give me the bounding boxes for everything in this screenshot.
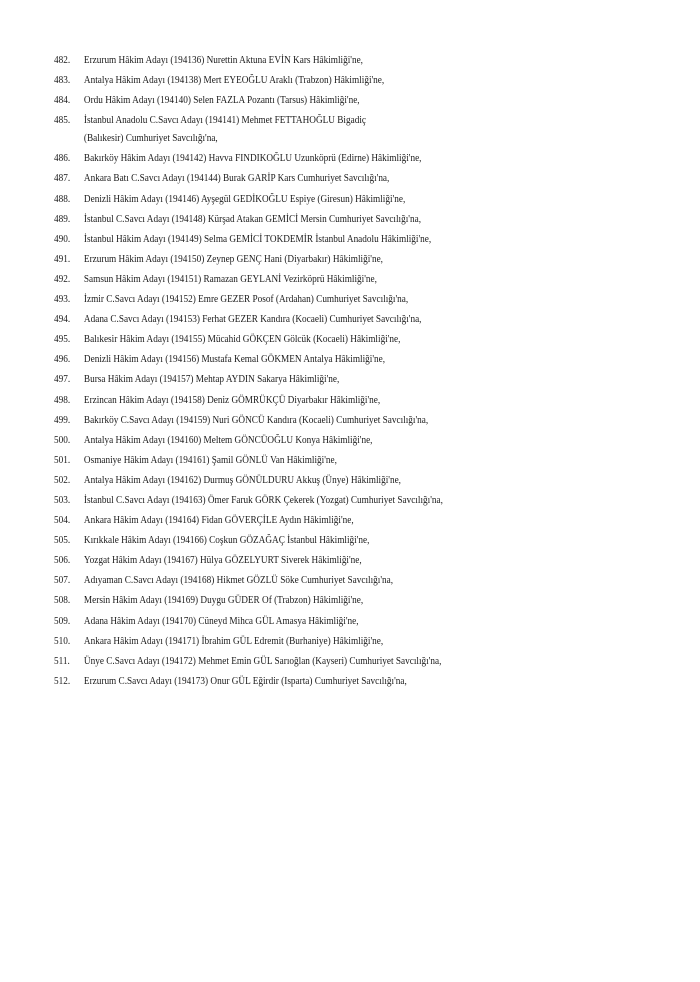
item-text: İstanbul Anadolu C.Savcı Adayı (194141) Mehmet FETTAHOĞLU Bigadiç (Balıkesir) Cumhuriyet Savcılığı'na,: [83, 115, 367, 145]
item-number: 506.: [54, 555, 71, 567]
item-number: 486.: [54, 153, 71, 165]
item-text: İstanbul C.Savcı Adayı (194163) Ömer Faruk GÖRK Çekerek (Yozgat) Cumhuriyet Savcılığı'na,: [83, 494, 443, 506]
item-number: 488.: [54, 193, 71, 205]
list-item: [54, 673, 582, 691]
item-number: 494.: [54, 314, 71, 326]
item-number: 498.: [54, 394, 71, 406]
appointment-list: [54, 52, 654, 693]
item-number: 493.: [54, 294, 71, 306]
item-text: Samsun Hâkim Adayı (194151) Ramazan GEYLANİ Vezirköprü Hâkimliği'ne,: [83, 273, 377, 285]
list-item: [54, 371, 582, 389]
list-item: [54, 231, 582, 249]
item-text: Ordu Hâkim Adayı (194140) Selen FAZLA Pozantı (Tarsus) Hâkimliği'ne,: [83, 95, 360, 107]
item-text: Yozgat Hâkim Adayı (194167) Hülya GÖZELYURT Siverek Hâkimliği'ne,: [83, 555, 362, 567]
list-item: [54, 72, 582, 90]
item-text: İzmir C.Savcı Adayı (194152) Emre GEZER Posof (Ardahan) Cumhuriyet Savcılığı'na,: [83, 294, 409, 306]
item-number: 491.: [54, 253, 71, 265]
list-item: [54, 150, 582, 168]
list-item: [54, 251, 582, 269]
item-number: 501.: [54, 454, 71, 466]
item-number: 483.: [54, 75, 71, 87]
item-text: Adana C.Savcı Adayı (194153) Ferhat GEZER Kandıra (Kocaeli) Cumhuriyet Savcılığı'na,: [83, 314, 422, 326]
item-number: 508.: [54, 595, 71, 607]
item-number: 499.: [54, 414, 71, 426]
item-text: Mersin Hâkim Adayı (194169) Duygu GÜDER Of (Trabzon) Hâkimliği'ne,: [83, 595, 364, 607]
list-item: [54, 191, 582, 209]
item-number: 489.: [54, 213, 71, 225]
list-item: [54, 112, 582, 148]
item-text: Erzurum Hâkim Adayı (194150) Zeynep GENÇ Hani (Diyarbakır) Hâkimliği'ne,: [83, 253, 383, 265]
item-text: Antalya Hâkim Adayı (194138) Mert EYEOĞLU Araklı (Trabzon) Hâkimliği'ne,: [83, 75, 385, 87]
item-text: Erzurum C.Savcı Adayı (194173) Onur GÜL Eğirdir (Isparta) Cumhuriyet Savcılığı'na,: [83, 675, 407, 687]
item-text: Ankara Hâkim Adayı (194171) İbrahim GÜL Edremit (Burhaniye) Hâkimliği'ne,: [83, 635, 384, 647]
item-number: 505.: [54, 535, 71, 547]
item-number: 484.: [54, 95, 71, 107]
item-text: Bakırköy Hâkim Adayı (194142) Havva FINDIKOĞLU Uzunköprü (Edirne) Hâkimliği'ne,: [83, 153, 422, 165]
list-item: [54, 492, 582, 510]
item-number: 511.: [54, 655, 70, 667]
list-item: [54, 291, 582, 309]
item-number: 482.: [54, 55, 71, 66]
item-text: Erzurum Hâkim Adayı (194136) Nurettin Aktuna EVİN Kars Hâkimliği'ne,: [83, 55, 363, 66]
list-item: [54, 613, 582, 631]
item-text: Adana Hâkim Adayı (194170) Cüneyd Mihca GÜL Amasya Hâkimliği'ne,: [83, 615, 359, 627]
list-item: [54, 572, 582, 590]
item-text: Denizli Hâkim Adayı (194156) Mustafa Kemal GÖKMEN Antalya Hâkimliği'ne,: [83, 354, 386, 366]
item-text: Denizli Hâkim Adayı (194146) Ayşegül GEDİKOĞLU Espiye (Giresun) Hâkimliği'ne,: [83, 193, 406, 205]
item-number: 492.: [54, 273, 71, 285]
item-text: Adıyaman C.Savcı Adayı (194168) Hikmet GÖZLÜ Söke Cumhuriyet Savcılığı'na,: [83, 575, 394, 587]
item-text: Ankara Batı C.Savcı Adayı (194144) Burak GARİP Kars Cumhuriyet Savcılığı'na,: [83, 173, 390, 185]
list-item: [54, 331, 582, 349]
item-text: Antalya Hâkim Adayı (194162) Durmuş GÖNÜLDURU Akkuş (Ünye) Hâkimliği'ne,: [83, 474, 401, 486]
list-item: [54, 52, 582, 70]
item-number: 512.: [54, 675, 71, 687]
item-number: 510.: [54, 635, 71, 647]
item-text: İstanbul C.Savcı Adayı (194148) Kürşad Atakan GEMİCİ Mersin Cumhuriyet Savcılığı'na,: [83, 213, 422, 225]
list-item: [54, 653, 582, 671]
list-item: [54, 452, 582, 470]
list-item: [54, 633, 582, 651]
item-text: Osmaniye Hâkim Adayı (194161) Şamil GÖNLÜ Van Hâkimliği'ne,: [83, 454, 337, 466]
list-item: [54, 311, 582, 329]
list-item: [54, 211, 582, 229]
item-number: 495.: [54, 334, 71, 346]
item-text: Ünye C.Savcı Adayı (194172) Mehmet Emin GÜL Sarıoğlan (Kayseri) Cumhuriyet Savcılığı'na,: [83, 655, 442, 667]
item-number: 490.: [54, 233, 71, 245]
item-text: İstanbul Hâkim Adayı (194149) Selma GEMİCİ TOKDEMİR İstanbul Anadolu Hâkimliği'ne,: [83, 233, 432, 245]
list-item: [54, 351, 582, 369]
item-number: 509.: [54, 615, 71, 627]
item-text: Antalya Hâkim Adayı (194160) Meltem GÖNCÜOĞLU Konya Hâkimliği'ne,: [83, 434, 373, 446]
list-item: [54, 552, 582, 570]
item-number: 485.: [54, 115, 71, 127]
item-text: Bakırköy C.Savcı Adayı (194159) Nuri GÖNCÜ Kandıra (Kocaeli) Cumhuriyet Savcılığı'na,: [83, 414, 429, 426]
list-item: [54, 271, 582, 289]
item-text: Erzincan Hâkim Adayı (194158) Deniz GÖMRÜKÇÜ Diyarbakır Hâkimliği'ne,: [83, 394, 381, 406]
item-number: 507.: [54, 575, 71, 587]
list-item: [54, 412, 582, 430]
item-text: Ankara Hâkim Adayı (194164) Fidan GÖVERÇİLE Aydın Hâkimliği'ne,: [83, 515, 354, 527]
item-number: 502.: [54, 474, 71, 486]
list-item: [54, 472, 582, 490]
item-text: Balıkesir Hâkim Adayı (194155) Mücahid GÖKÇEN Gölcük (Kocaeli) Hâkimliği'ne,: [83, 334, 401, 346]
item-number: 504.: [54, 515, 71, 527]
list-item: [54, 92, 582, 110]
list-item: [54, 532, 582, 550]
item-number: 500.: [54, 434, 71, 446]
item-number: 487.: [54, 173, 71, 185]
list-item: [54, 432, 582, 450]
list-item: [54, 592, 582, 610]
list-item: [54, 512, 582, 530]
item-text: Bursa Hâkim Adayı (194157) Mehtap AYDIN Sakarya Hâkimliği'ne,: [83, 374, 340, 386]
item-text: Kırıkkale Hâkim Adayı (194166) Coşkun GÖZAĞAÇ İstanbul Hâkimliği'ne,: [83, 535, 370, 547]
item-number: 496.: [54, 354, 71, 366]
item-number: 497.: [54, 374, 71, 386]
list-item: [54, 392, 582, 410]
item-number: 503.: [54, 494, 71, 506]
list-item: [54, 170, 582, 188]
